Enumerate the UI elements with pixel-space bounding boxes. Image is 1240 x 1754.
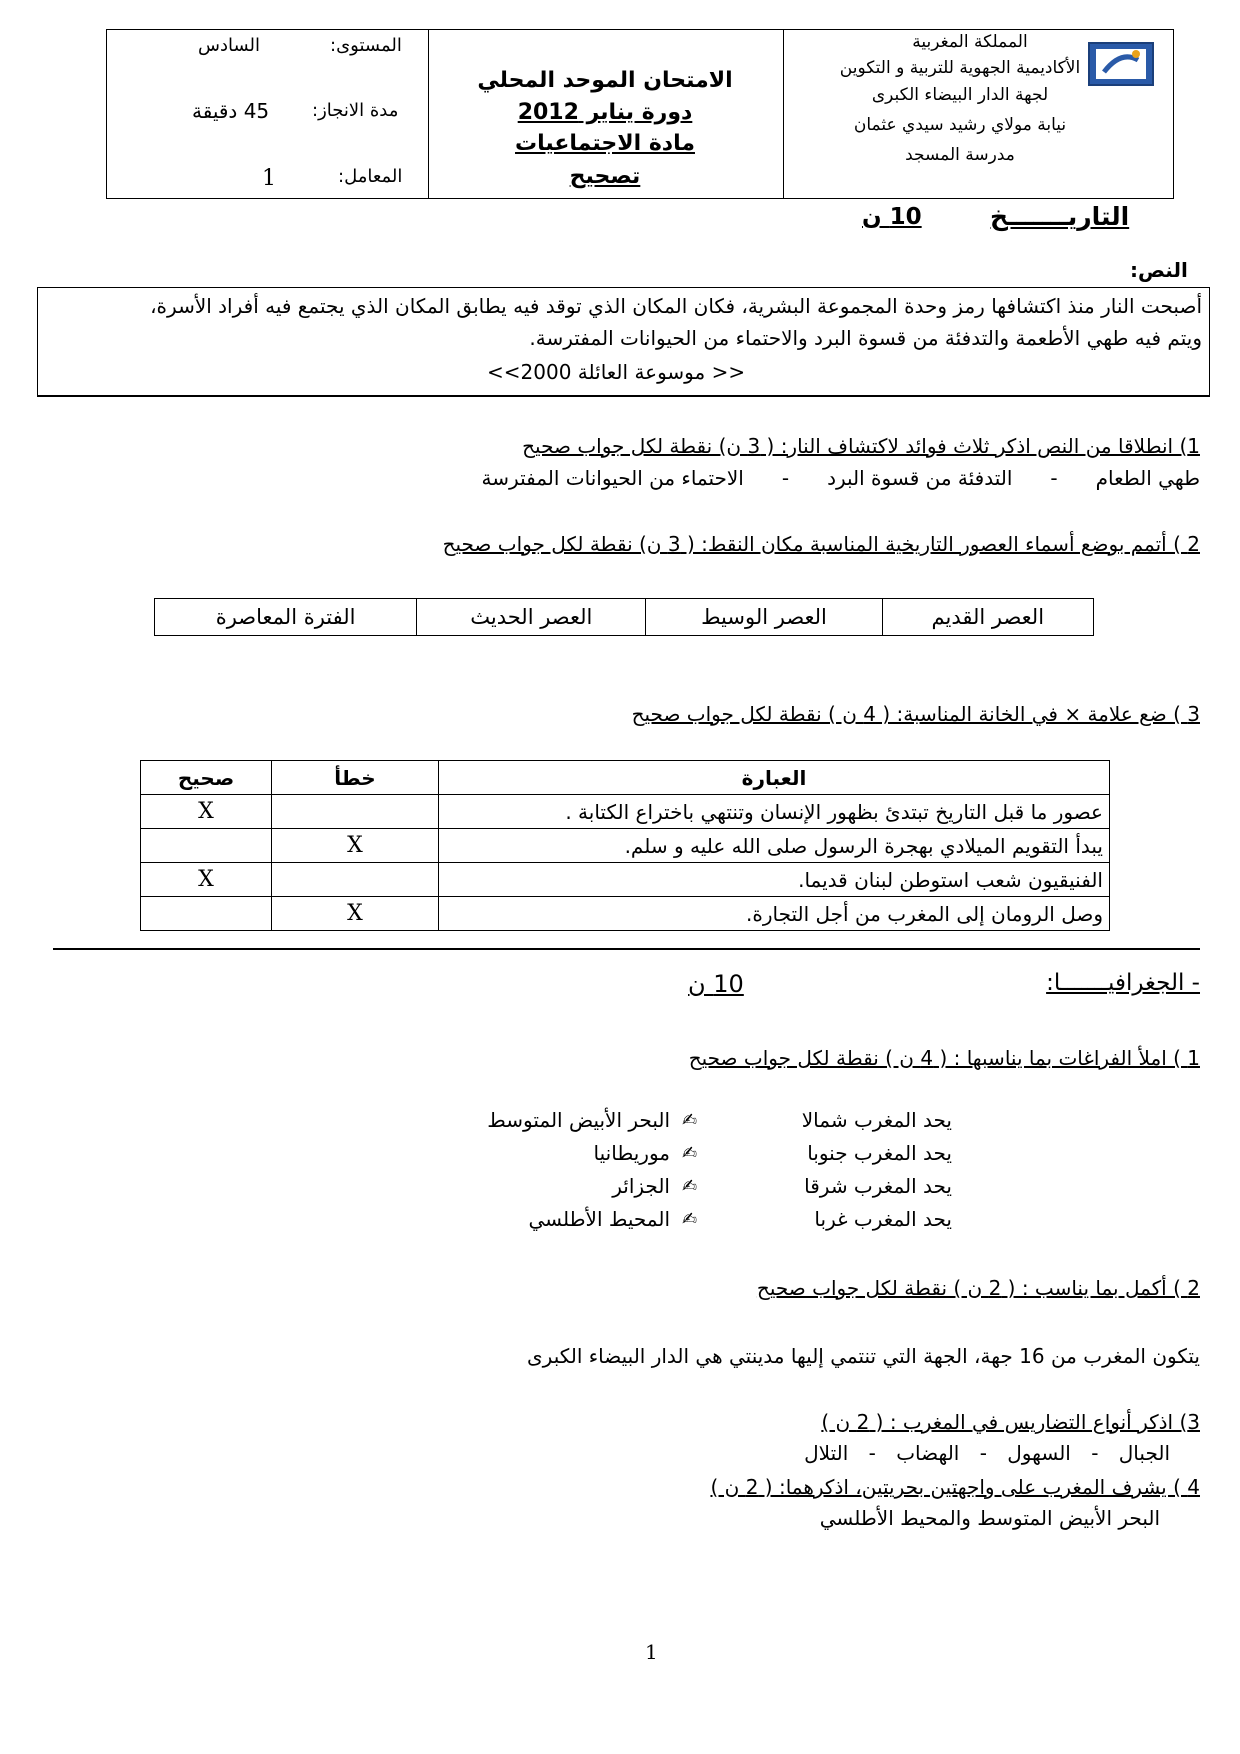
era-cell: الفترة المعاصرة (155, 599, 417, 636)
tf-false-mark (272, 863, 439, 897)
border-answer: البحر الأبيض المتوسط (487, 1108, 670, 1132)
section-separator (53, 948, 1200, 950)
exam-correction-label: تصحيح (569, 164, 641, 189)
text-label: النص: (1130, 258, 1188, 282)
geography-question-3: 3) اذكر أنواع التضاريس في المغرب : ( 2 ن ) (821, 1410, 1200, 1434)
tf-true-mark (141, 897, 272, 931)
geography-points: 10 ن (688, 970, 744, 998)
answer-separator: - (781, 466, 790, 490)
coefficient-value: 1 (262, 166, 276, 191)
coefficient-label: المعامل: (338, 166, 403, 187)
tf-statement: عصور ما قبل التاريخ تبتدئ بظهور الإنسان وتنتهي باختراع الكتابة . (439, 795, 1110, 829)
era-cell: العصر الوسيط (646, 599, 882, 636)
page-number: 1 (645, 1640, 658, 1664)
era-cell: العصر القديم (882, 599, 1093, 636)
duration-value: 45 دقيقة (192, 99, 270, 123)
tf-true-mark: X (141, 863, 272, 897)
pen-icon: ✍ (682, 1110, 698, 1131)
pen-icon: ✍ (682, 1176, 698, 1197)
tf-false-mark: X (272, 897, 439, 931)
tf-header-statement: العبارة (439, 761, 1110, 795)
tf-statement: وصل الرومان إلى المغرب من أجل التجارة. (439, 897, 1110, 931)
level-label: المستوى: (330, 35, 402, 56)
exam-session: دورة يناير 2012 (517, 100, 693, 125)
answer-item: التدفئة من قسوة البرد (827, 466, 1013, 490)
history-question-1: 1) انطلاقا من النص اذكر ثلاث فوائد لاكتشاف النار: ( 3 ن) نقطة لكل جواب صحيح (522, 434, 1200, 458)
tf-header-false: خطأ (272, 761, 439, 795)
institution-line: لجهة الدار البيضاء الكبرى (871, 85, 1049, 105)
era-table (154, 598, 1094, 636)
institution-line: مدرسة المسجد (905, 145, 1015, 165)
border-answer: موريطانيا (593, 1141, 670, 1165)
answer-item: الاحتماء من الحيوانات المفترسة (481, 466, 744, 490)
history-title: التاريـــــــخ (990, 202, 1130, 231)
border-label: يحد المغرب غربا (814, 1207, 952, 1231)
history-question-3: 3 ) ضع علامة × في الخانة المناسبة: ( 4 ن ) نقطة لكل جواب صحيح (631, 702, 1200, 726)
pen-icon: ✍ (682, 1209, 698, 1230)
exam-subject: مادة الاجتماعيات (515, 131, 695, 156)
era-cell: العصر الحديث (417, 599, 646, 636)
tf-header-true: صحيح (141, 761, 272, 795)
pen-icon: ✍ (682, 1143, 698, 1164)
geography-title: - الجغرافيـــــــا: (1046, 970, 1200, 996)
duration-label: مدة الانجاز: (312, 100, 399, 121)
geography-answer-4: البحر الأبيض المتوسط والمحيط الأطلسي (819, 1506, 1160, 1530)
history-answer-1 (400, 466, 1200, 490)
passage-source: << موسوعة العائلة 2000>> (487, 360, 746, 384)
header-divider (428, 29, 429, 199)
institution-line: نيابة مولاي رشيد سيدي عثمان (853, 115, 1067, 135)
level-value: السادس (198, 35, 261, 56)
border-label: يحد المغرب شرقا (804, 1174, 952, 1198)
tf-true-mark (141, 829, 272, 863)
geography-answer-2: يتكون المغرب من 16 جهة، الجهة التي تنتمي إليها مدينتي هي الدار البيضاء الكبرى (527, 1344, 1200, 1368)
table-row (141, 897, 1110, 931)
border-label: يحد المغرب جنوبا (807, 1141, 952, 1165)
tf-statement: يبدأ التقويم الميلادي بهجرة الرسول صلى الله عليه و سلم. (439, 829, 1110, 863)
tf-true-mark: X (141, 795, 272, 829)
geography-answer-3: الجبال - السهول - الهضاب - التلال (804, 1441, 1170, 1465)
institution-line: المملكة المغربية (912, 32, 1028, 52)
border-answer: الجزائر (612, 1174, 670, 1198)
tf-false-mark: X (272, 829, 439, 863)
geography-question-1: 1 ) املأ الفراغات بما يناسبها : ( 4 ن ) نقطة لكل جواب صحيح (688, 1046, 1200, 1070)
history-points: 10 ن (862, 204, 922, 230)
geography-question-4: 4 ) يشرف المغرب على واجهتين بحريتين، اذكرهما: ( 2 ن ) (710, 1475, 1200, 1499)
true-false-table (140, 760, 1110, 931)
answer-separator: - (1050, 466, 1058, 490)
table-row (141, 829, 1110, 863)
tf-statement: الفنيقيون شعب استوطن لبنان قديما. (439, 863, 1110, 897)
passage-line: أصبحت النار منذ اكتشافها رمز وحدة المجموعة البشرية، فكان المكان الذي توقد فيه يطابق المكان الذي يجتمع فيه أفراد الأسرة، (150, 294, 1202, 318)
border-answer: المحيط الأطلسي (528, 1207, 670, 1231)
passage-line: ويتم فيه طهي الأطعمة والتدفئة من قسوة البرد والاحتماء من الحيوانات المفترسة. (529, 326, 1202, 350)
institution-line: الأكاديمية الجهوية للتربية و التكوين (839, 58, 1081, 78)
answer-item: طهي الطعام (1095, 466, 1200, 490)
table-row (141, 795, 1110, 829)
header-divider (783, 29, 784, 199)
geography-question-2: 2 ) أكمل بما يناسب : ( 2 ن ) نقطة لكل جواب صحيح (756, 1276, 1200, 1300)
exam-title: الامتحان الموحد المحلي (477, 68, 733, 93)
border-label: يحد المغرب شمالا (801, 1108, 952, 1132)
tf-false-mark (272, 795, 439, 829)
table-row (141, 863, 1110, 897)
history-question-2: 2 ) أتمم بوضع أسماء العصور التاريخية المناسبة مكان النقط: ( 3 ن) نقطة لكل جواب صحيح (442, 532, 1200, 556)
